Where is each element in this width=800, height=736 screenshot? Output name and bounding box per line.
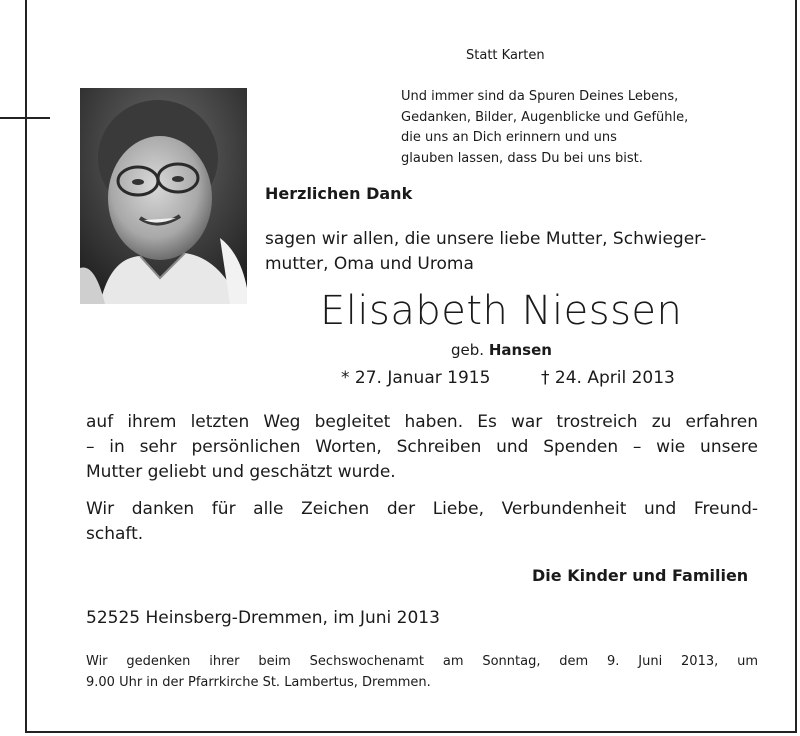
intro-line: mutter, Oma und Uroma bbox=[265, 254, 474, 274]
paragraph-line: Wir danken für alle Zeichen der Liebe, Verbundenheit und Freund- bbox=[86, 499, 758, 519]
geb-prefix: geb. bbox=[451, 341, 485, 359]
paragraph-line: schaft. bbox=[86, 524, 144, 544]
poem-line: Gedanken, Bilder, Augenblicke und Gefühle, bbox=[401, 109, 689, 125]
intro-text bbox=[265, 227, 706, 277]
paragraph-line: auf ihrem letzten Weg begleitet haben. Es war trostreich zu erfahren bbox=[86, 412, 758, 432]
poem-line: Und immer sind da Spuren Deines Lebens, bbox=[401, 89, 679, 104]
service-note-line: 9.00 Uhr in der Pfarrkirche St. Lambertus, Dremmen. bbox=[86, 675, 431, 690]
deceased-name: Elisabeth Niessen bbox=[320, 288, 683, 334]
death-date: † 24. April 2013 bbox=[541, 368, 675, 388]
place-date: 52525 Heinsberg-Dremmen, im Juni 2013 bbox=[86, 608, 440, 628]
poem-line: die uns an Dich erinnern und uns bbox=[401, 130, 617, 145]
cross-vertical-bar bbox=[25, 80, 27, 190]
service-note-line: Wir gedenken ihrer beim Sechswochenamt am Sonntag, dem 9. Juni 2013, um bbox=[86, 654, 758, 669]
poem-line: glauben lassen, dass Du bei uns bist. bbox=[401, 150, 643, 166]
service-note bbox=[86, 651, 758, 693]
paragraph-line: Mutter geliebt und geschätzt wurde. bbox=[86, 462, 396, 482]
paragraph-gratitude bbox=[86, 497, 758, 547]
signature: Die Kinder und Familien bbox=[532, 566, 749, 585]
portrait-image bbox=[80, 88, 247, 304]
thanks-heading: Herzlichen Dank bbox=[265, 184, 413, 203]
birth-name bbox=[451, 341, 552, 359]
birth-date: * 27. Januar 1915 bbox=[341, 368, 491, 388]
poem bbox=[401, 87, 688, 169]
paragraph-thanks bbox=[86, 410, 758, 485]
portrait-photo bbox=[80, 88, 247, 304]
intro-line: sagen wir allen, die unsere liebe Mutter, Schwieger- bbox=[265, 229, 707, 249]
statt-karten: Statt Karten bbox=[466, 48, 545, 63]
paragraph-line: – in sehr persönlichen Worten, Schreiben und Spenden – wie unsere bbox=[86, 437, 758, 457]
maiden-name: Hansen bbox=[488, 341, 552, 359]
